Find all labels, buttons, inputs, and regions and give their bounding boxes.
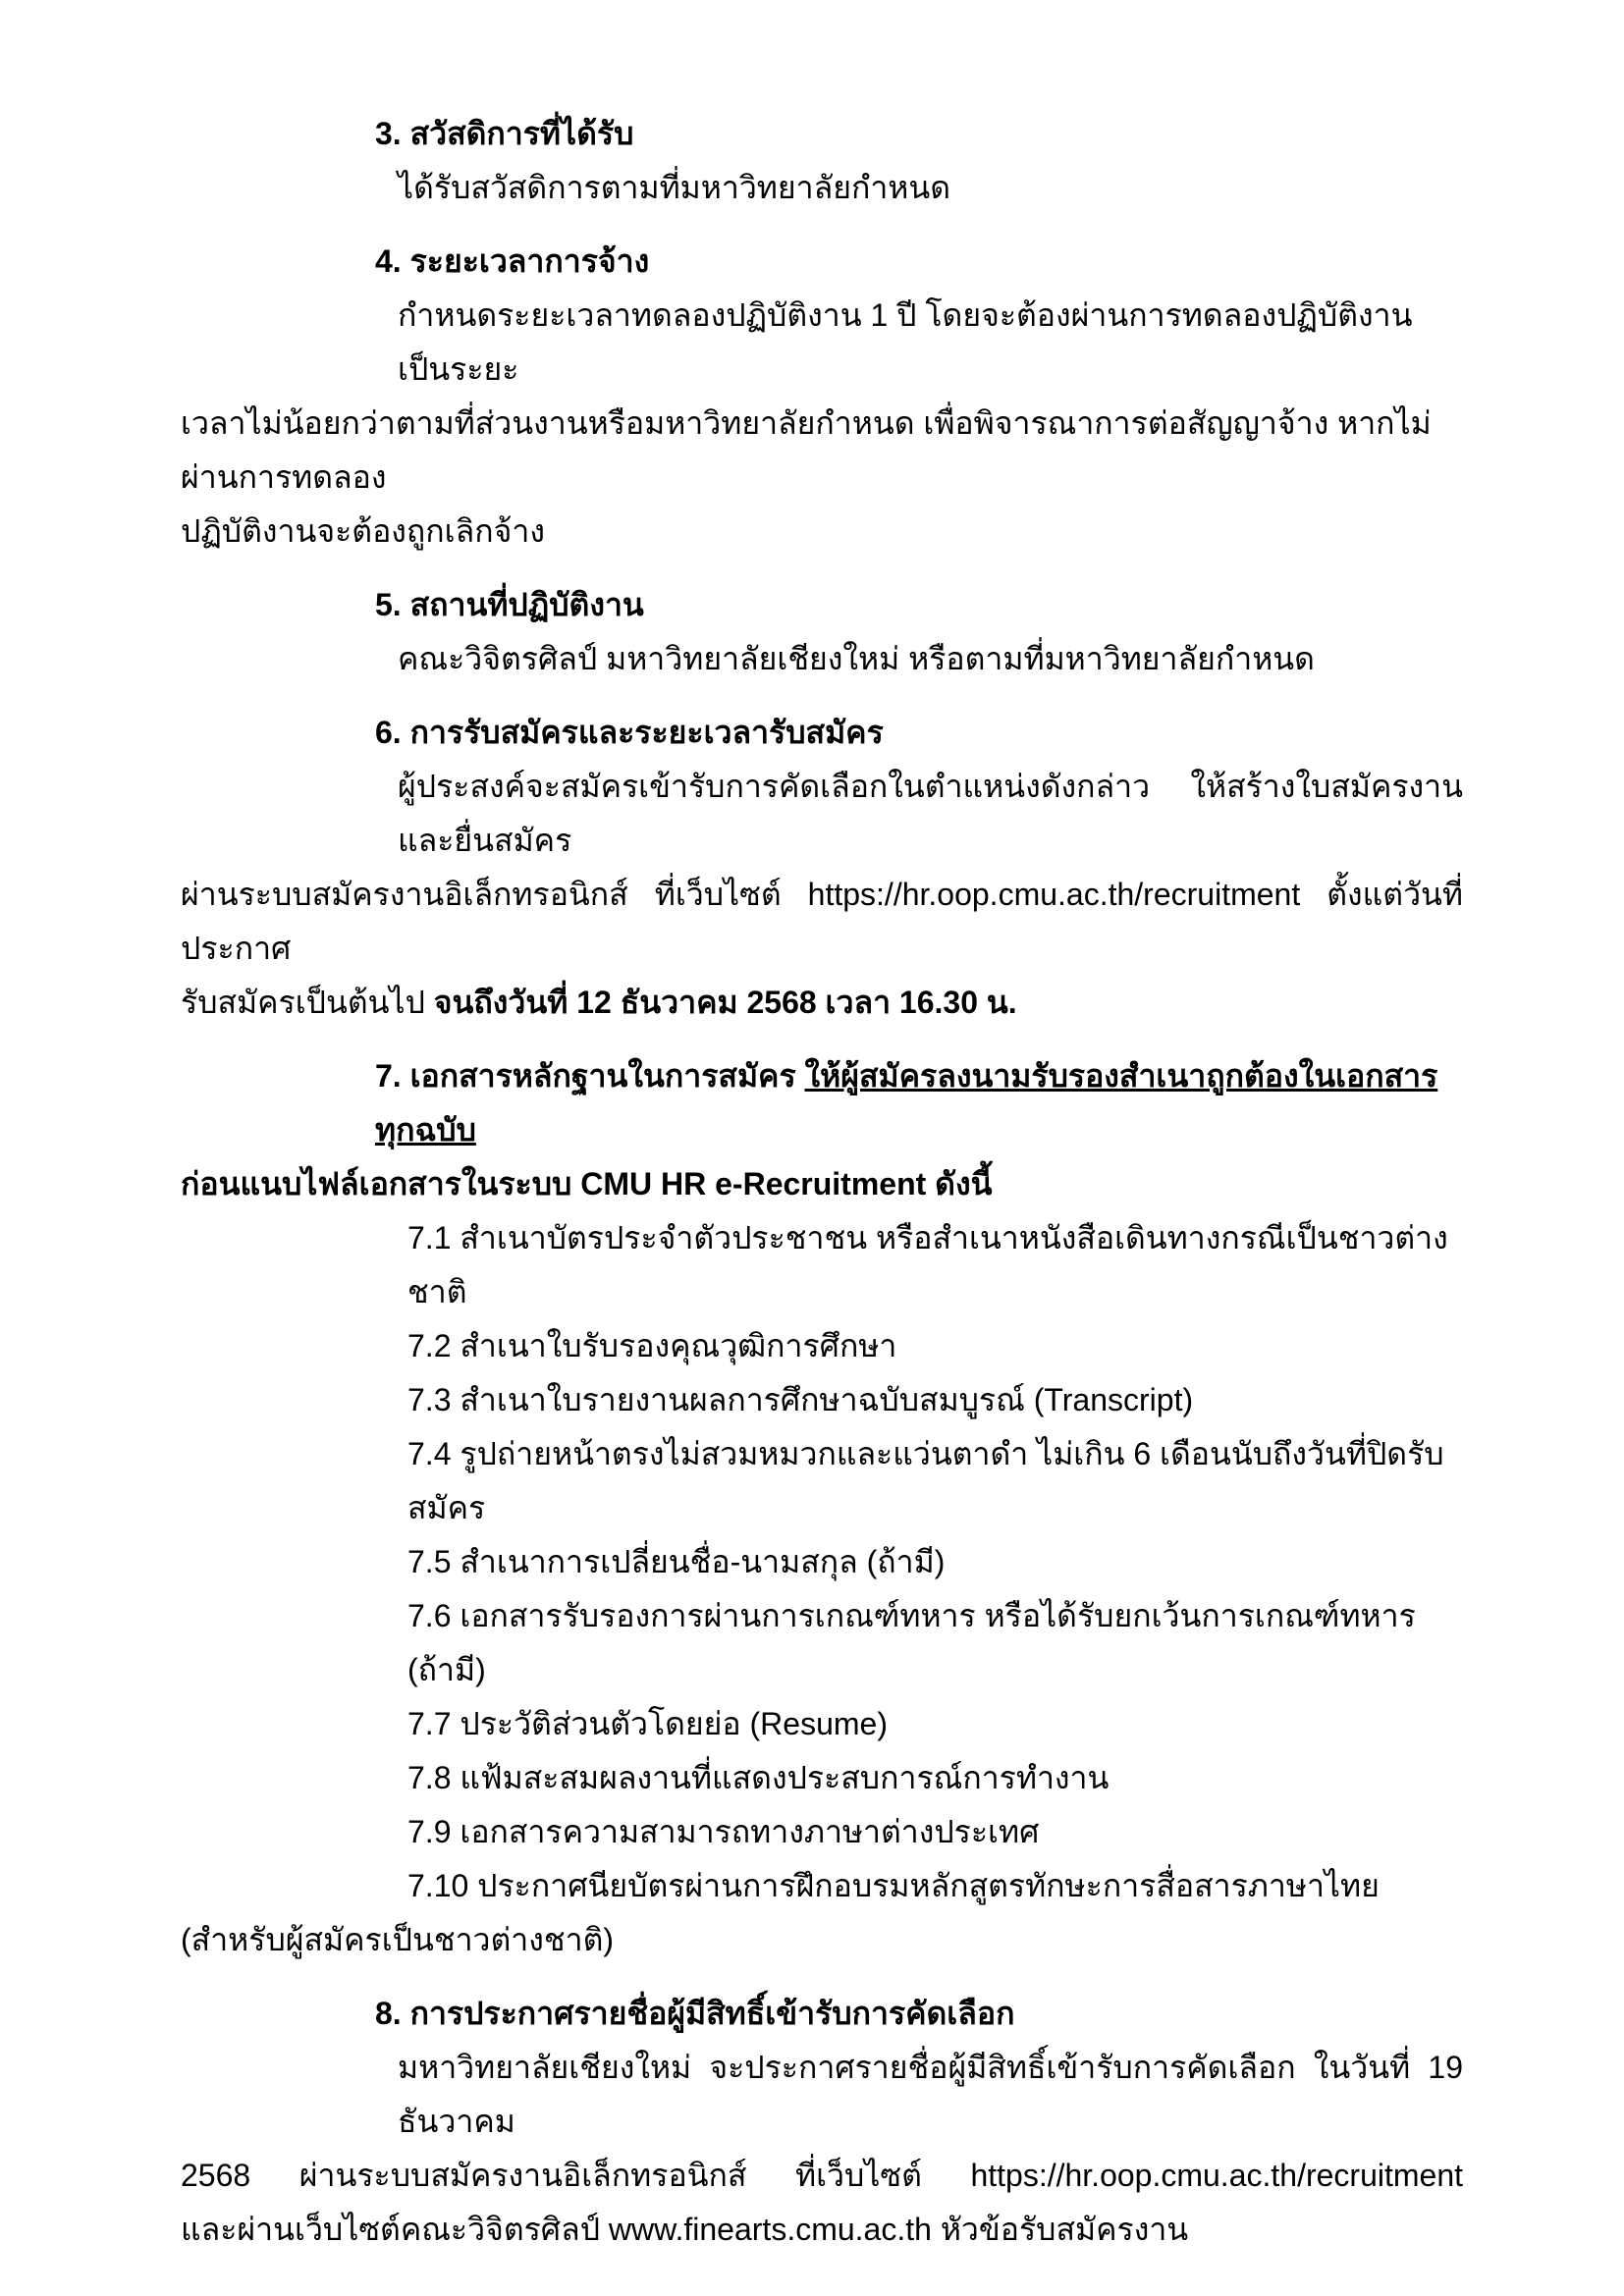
section-3-heading: 3. สวัสดิการที่ได้รับ (375, 116, 634, 151)
document-list-item-7-10: 7.10 ประกาศนียบัตรผ่านการฝึกอบรมหลักสูตรทักษะการสื่อสารภาษาไทย (407, 1868, 1380, 1903)
document-list-item-7-8: 7.8 แฟ้มสะสมผลงานที่แสดงประสบการณ์การทำงาน (407, 1760, 1110, 1795)
section-8-paragraph-line-2: 2568 ผ่านระบบสมัครงานอิเล็กทรอนิกส์ ที่เว็บไซต์ https://hr.oop.cmu.ac.th/recruitment (181, 2158, 1463, 2193)
document-list-item-7-6: 7.6 เอกสารรับรองการผ่านการเกณฑ์ทหาร หรือได้รับยกเว้นการเกณฑ์ทหาร (ถ้ามี) (407, 1598, 1425, 1687)
section-4-paragraph-line-3: ปฏิบัติงานจะต้องถูกเลิกจ้าง (181, 513, 545, 549)
application-period-text: รับสมัครเป็นต้นไป (181, 985, 434, 1020)
section-7-heading-line-2: ก่อนแนบไฟล์เอกสารในระบบ CMU HR e-Recruitment ดังนี้ (181, 1166, 993, 1201)
document-list-item-7-5: 7.5 สำเนาการเปลี่ยนชื่อ-นามสกุล (ถ้ามี) (407, 1544, 946, 1579)
section-5-heading: 5. สถานที่ปฏิบัติงาน (375, 587, 644, 622)
section-6-heading: 6. การรับสมัครและระยะเวลารับสมัคร (375, 715, 884, 750)
section-4-paragraph-line-2: เวลาไม่น้อยกว่าตามที่ส่วนงานหรือมหาวิทยาลัยกำหนด เพื่อพิจารณาการต่อสัญญาจ้าง หากไม่ผ่านการทดลอง (181, 405, 1432, 495)
section-4-heading: 4. ระยะเวลาการจ้าง (375, 243, 650, 279)
section-6-paragraph-line-2: ผ่านระบบสมัครงานอิเล็กทรอนิกส์ ที่เว็บไซต์ https://hr.oop.cmu.ac.th/recruitment ตั้งแต่วันที่ประกาศ (181, 877, 1463, 966)
document-list-item-7-3: 7.3 สำเนาใบรายงานผลการศึกษาฉบับสมบูรณ์ (Transcript) (407, 1382, 1194, 1417)
section-8-paragraph-line-3: และผ่านเว็บไซต์คณะวิจิตรศิลป์ www.finearts.cmu.ac.th หัวข้อรับสมัครงาน (181, 2212, 1189, 2247)
section-8-heading: 8. การประกาศรายชื่อผู้มีสิทธิ์เข้ารับการคัดเลือก (375, 1996, 1015, 2031)
section-8-paragraph-line-1: มหาวิทยาลัยเชียงใหม่ จะประกาศรายชื่อผู้มีสิทธิ์เข้ารับการคัดเลือก ในวันที่ 19 ธันวาคม (398, 2050, 1472, 2139)
section-4-paragraph-line-1: กำหนดระยะเวลาทดลองปฏิบัติงาน 1 ปี โดยจะต้องผ่านการทดลองปฏิบัติงานเป็นระยะ (398, 297, 1413, 387)
document-list-item-7-2: 7.2 สำเนาใบรับรองคุณวุฒิการศึกษา (407, 1328, 897, 1363)
document-list-item-7-1: 7.1 สำเนาบัตรประจำตัวประชาชน หรือสำเนาหนังสือเดินทางกรณีเป็นชาวต่างชาติ (407, 1220, 1448, 1309)
section-5-body: คณะวิจิตรศิลป์ มหาวิทยาลัยเชียงใหม่ หรือตามที่มหาวิทยาลัยกำหนด (398, 641, 1315, 676)
section-7-heading-underlined: ให้ผู้สมัครลงนามรับรองสำเนาถูกต้องในเอกสารทุกฉบับ (375, 1058, 1438, 1148)
section-6-paragraph-line-3 (181, 976, 1463, 1030)
section-3-body: ได้รับสวัสดิการตามที่มหาวิทยาลัยกำหนด (398, 170, 951, 205)
section-6-paragraph-line-1: ผู้ประสงค์จะสมัครเข้ารับการคัดเลือกในตำแหน่งดังกล่าว ให้สร้างใบสมัครงานและยื่นสมัคร (398, 769, 1463, 858)
document-list-item-7-9: 7.9 เอกสารความสามารถทางภาษาต่างประเทศ (407, 1814, 1040, 1849)
document-list-item-7-4: 7.4 รูปถ่ายหน้าตรงไม่สวมหมวกและแว่นตาดำ ไม่เกิน 6 เดือนนับถึงวันที่ปิดรับสมัคร (407, 1436, 1444, 1525)
section-7-foreigner-note: (สำหรับผู้สมัครเป็นชาวต่างชาติ) (181, 1922, 614, 1957)
document-content (181, 87, 1472, 2257)
document-list-item-7-7: 7.7 ประวัติส่วนตัวโดยย่อ (Resume) (407, 1706, 888, 1741)
section-7-heading-lead: 7. เอกสารหลักฐานในการสมัคร (375, 1058, 805, 1094)
application-deadline-text: จนถึงวันที่ 12 ธันวาคม 2568 เวลา 16.30 น. (433, 985, 1017, 1020)
section-7-heading (181, 1049, 1463, 1157)
